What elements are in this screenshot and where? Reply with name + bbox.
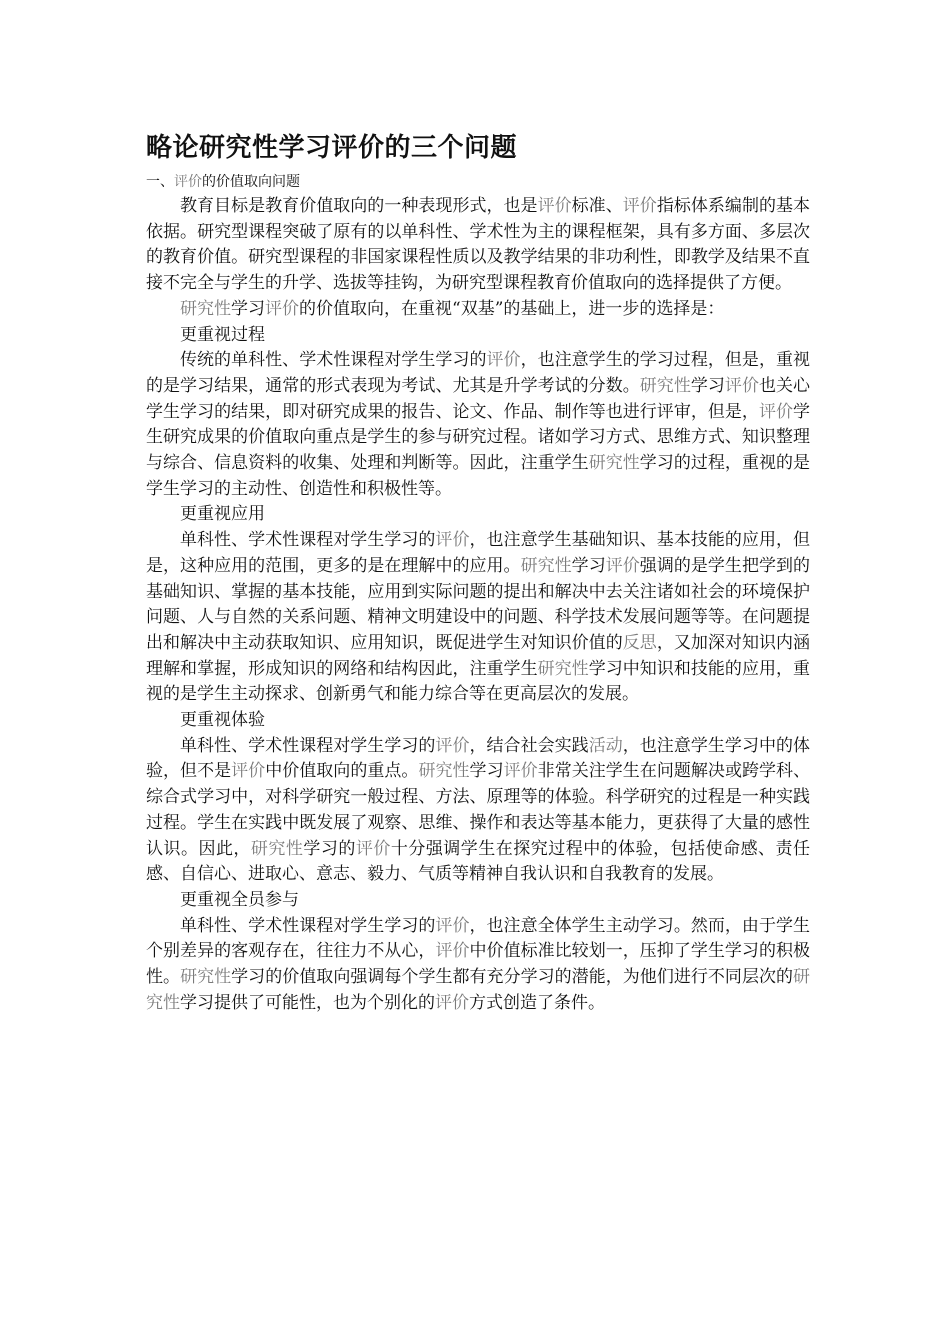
text-run: 更重视体验 (180, 710, 265, 731)
keyword-link[interactable]: 反思 (622, 632, 657, 653)
keyword-link[interactable]: 评价 (503, 761, 538, 782)
text-run: 中价值取向的重点。 (265, 761, 419, 782)
keyword-link[interactable]: 研究性 (537, 658, 589, 679)
text-run: 单科性、学术性课程对学生学习的 (180, 735, 436, 756)
text-run: ，也注意学生基础知识、基本技能的应用，但是，这种应用的范围，更多的是在理解中的应用。 (146, 530, 811, 576)
keyword-link[interactable]: 研究性 (639, 375, 691, 396)
keyword-link[interactable]: 研究性 (520, 555, 572, 576)
text-run: 学习提供了可能性，也为个别化的 (180, 992, 435, 1013)
text-run: 学习 (571, 555, 606, 576)
text-run: 教育目标是教育价值取向的一种表现形式，也是 (180, 196, 538, 216)
section-heading (146, 172, 810, 192)
keyword-link[interactable]: 活动 (588, 735, 623, 756)
text-run: 更重视全员参与 (180, 889, 299, 910)
text-run: ，也注意全体学生主动学习。然而，由于学生个别差异的客观存在，往往力不从心， (146, 915, 811, 962)
subheading (146, 708, 810, 734)
keyword-link[interactable]: 研究性 (146, 967, 811, 1013)
text-run: ，也注意学生的学习过程，但是，重视的是学习结果，通常的形式表现为考试、尤其是升学考试的分数。 (146, 350, 811, 396)
paragraph (146, 194, 810, 297)
text-run: 非常关注学生在问题解决或跨学科、综合式学习中，对科学研究一般过程、方法、原理等的体验。科学研究的过程是一种实践过程。学生在实践中既发展了观察、思维、操作和表达等基本能力，更获得了大量的感性认识。因此， (146, 761, 811, 859)
text-run: 学习的 (303, 838, 356, 859)
keyword-link[interactable]: 研究性 (250, 838, 304, 859)
document-body (146, 194, 810, 1017)
text-run: 指标体系编制的基本依据。研究型课程突破了原有的以单科性、学术性为主的课程框架，具有多方面、多层次的教育价值。研究型课程的非国家课程性质以及教学结果的非功利性，即教学及结果不直接不完全与学生的升学、选拔等挂钩，为研究型课程教育价值取向的选择提供了方便。 (146, 196, 811, 294)
text-run: 更重视过程 (180, 324, 265, 345)
text-run: 中价值标准比较划一，压抑了学生学习的积极性。 (146, 941, 811, 988)
text-run: 更重视应用 (180, 504, 265, 525)
keyword-link[interactable]: 评价 (435, 735, 470, 756)
paragraph (146, 528, 810, 708)
keyword-link[interactable]: 评价 (265, 298, 299, 319)
text-run: 强调的是学生把学到的基础知识、掌握的基本技能，应用到实际问题的提出和解决中去关注诸如社会的环境保护问题、人与自然的关系问题、精神文明建设中的问题、科学技术发展问题等等。在问题提出和解决中主动获取知识、应用知识，既促进学生对知识价值的 (146, 555, 811, 653)
keyword-link[interactable]: 研究性 (418, 761, 470, 782)
paragraph (146, 348, 810, 502)
keyword-link[interactable]: 评价 (758, 401, 794, 422)
text-run: 标准、 (571, 196, 623, 216)
keyword-link[interactable]: 研究性 (180, 967, 232, 988)
text-run: 一、 (146, 174, 174, 190)
text-run: 单科性、学术性课程对学生学习的 (180, 530, 436, 551)
keyword-link[interactable]: 评价 (605, 555, 640, 576)
keyword-link[interactable]: 研究性 (588, 453, 640, 474)
text-run: 学习 (231, 298, 265, 319)
keyword-link[interactable]: 评价 (724, 375, 759, 396)
text-run: 的价值取向问题 (202, 174, 300, 190)
text-run: 也关心学生学习的结果，即对研究成果的报告、论文、作品、制作等也进行评审，但是， (146, 375, 811, 422)
text-run: 学习的价值取向强调每个学生都有充分学习的潜能，为他们进行不同层次的 (231, 967, 794, 988)
subheading (146, 323, 810, 349)
text-run: ，结合社会实践 (469, 735, 589, 756)
subheading (146, 888, 810, 914)
keyword-link[interactable]: 评价 (435, 915, 470, 936)
document-page (146, 128, 810, 1017)
keyword-link[interactable]: 评价 (355, 838, 391, 859)
keyword-link[interactable]: 评价 (231, 761, 266, 782)
paragraph (146, 297, 810, 323)
text-run: 学习 (469, 761, 504, 782)
document-title: 略论研究性学习评价的三个问题 (146, 133, 518, 163)
keyword-link[interactable]: 评价 (435, 941, 470, 962)
paragraph (146, 734, 810, 888)
keyword-link[interactable]: 评价 (537, 196, 572, 216)
text-run: 学习的过程，重视的是学生学习的主动性、创造性和积极性等。 (146, 453, 811, 499)
text-run: ，也注意学生学习中的体验，但不是 (146, 735, 811, 782)
text-run: 学生研究成果的价值取向重点是学生的参与研究过程。诸如学习方式、思维方式、知识整理与综合、信息资料的收集、处理和判断等。因此，注重学生 (146, 401, 811, 474)
keyword-link[interactable]: 评价 (435, 530, 470, 551)
paragraph (146, 914, 810, 1017)
text-run: 传统的单科性、学术性课程对学生学习的 (180, 350, 487, 371)
text-run: 方式创造了条件。 (469, 992, 605, 1013)
text-run: 十分强调学生在探究过程中的体验，包括使命感、责任感、自信心、进取心、意志、毅力、气质等精神自我认识和自我教育的发展。 (146, 838, 811, 885)
keyword-link[interactable]: 评价 (435, 992, 469, 1013)
keyword-link[interactable]: 评价 (174, 174, 202, 190)
keyword-link[interactable]: 研究性 (180, 298, 231, 319)
text-run: 学习 (690, 375, 725, 396)
keyword-link[interactable]: 评价 (622, 196, 657, 216)
keyword-link[interactable]: 评价 (486, 350, 521, 371)
subheading (146, 502, 810, 528)
text-run: 学习中知识和技能的应用，重视的是学生主动探求、创新勇气和能力综合等在更高层次的发展。 (146, 658, 811, 705)
text-run: 的价值取向，在重视“双基”的基础上，进一步的选择是： (299, 298, 725, 319)
text-run: ，又加深对知识内涵理解和掌握，形成知识的网络和结构因此，注重学生 (146, 632, 811, 679)
text-run: 单科性、学术性课程对学生学习的 (180, 915, 436, 936)
